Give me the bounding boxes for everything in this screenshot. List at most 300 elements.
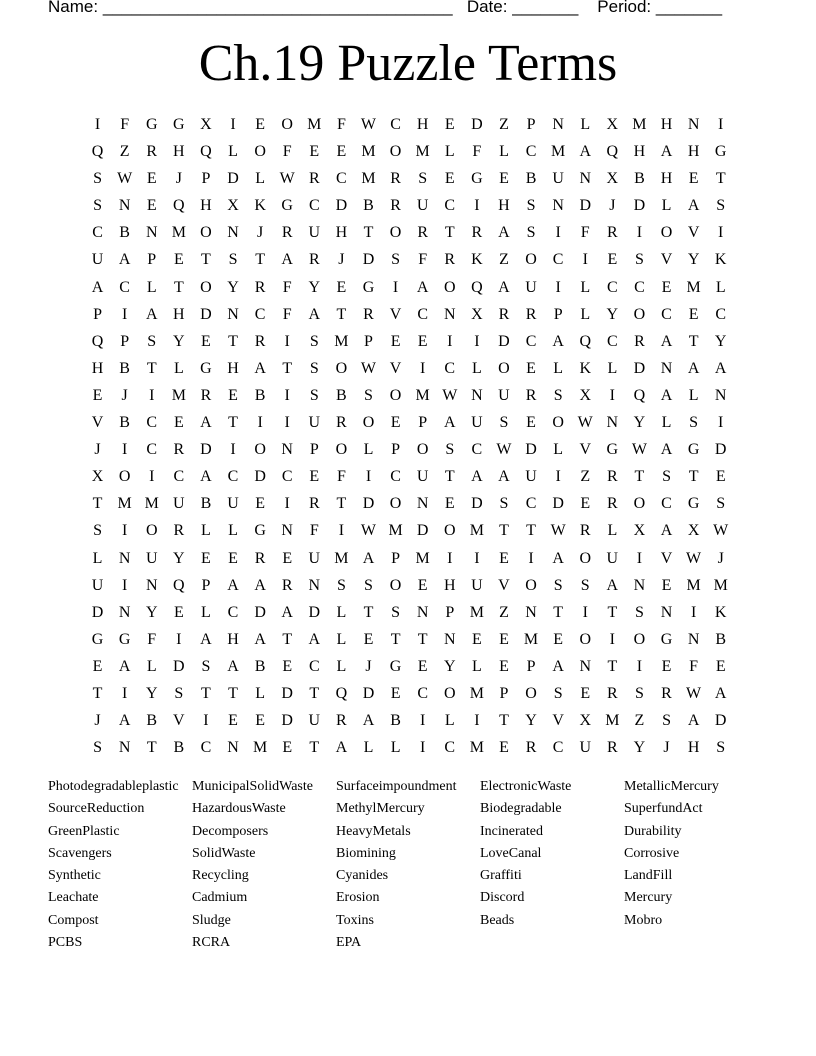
grid-letter[interactable]: Z [580, 468, 591, 486]
grid-letter[interactable]: E [580, 495, 591, 513]
grid-letter[interactable]: D [714, 441, 727, 459]
grid-letter[interactable]: U [308, 549, 321, 567]
grid-letter[interactable]: Y [606, 305, 619, 323]
grid-letter[interactable]: W [631, 441, 647, 459]
grid-letter[interactable]: T [201, 251, 211, 269]
grid-letter[interactable]: Q [335, 684, 348, 702]
grid-letter[interactable]: C [525, 143, 537, 161]
grid-letter[interactable]: P [445, 603, 455, 621]
grid-letter[interactable]: Q [173, 197, 185, 215]
grid-letter[interactable]: R [281, 224, 293, 242]
grid-letter[interactable]: L [228, 522, 238, 540]
grid-letter[interactable]: S [662, 712, 671, 730]
grid-letter[interactable]: D [200, 441, 212, 459]
grid-letter[interactable]: Y [633, 414, 646, 432]
grid-letter[interactable]: E [526, 359, 536, 377]
grid-letter[interactable]: M [415, 549, 430, 567]
grid-letter[interactable]: I [365, 468, 372, 486]
grid-letter[interactable]: F [472, 143, 482, 161]
grid-letter[interactable]: S [391, 251, 401, 269]
grid-letter[interactable]: B [336, 386, 347, 404]
grid-letter[interactable]: A [254, 630, 266, 648]
grid-letter[interactable]: O [579, 549, 592, 567]
grid-letter[interactable]: O [633, 495, 646, 513]
grid-letter[interactable]: S [634, 603, 644, 621]
grid-letter[interactable]: F [282, 143, 292, 161]
grid-letter[interactable]: C [146, 441, 158, 459]
grid-letter[interactable]: C [336, 170, 347, 188]
grid-letter[interactable]: L [363, 739, 374, 757]
grid-letter[interactable]: L [471, 359, 482, 377]
grid-letter[interactable]: K [579, 359, 592, 377]
grid-letter[interactable]: E [499, 739, 509, 757]
grid-letter[interactable]: O [145, 522, 158, 540]
grid-letter[interactable]: A [308, 630, 321, 648]
grid-letter[interactable]: N [227, 739, 239, 757]
grid-letter[interactable]: D [525, 441, 537, 459]
grid-letter[interactable]: T [173, 278, 184, 296]
grid-letter[interactable]: B [254, 386, 266, 404]
grid-letter[interactable]: X [91, 468, 104, 486]
grid-letter[interactable]: U [308, 414, 321, 432]
grid-letter[interactable]: D [308, 603, 321, 621]
grid-letter[interactable]: L [255, 170, 265, 188]
grid-letter[interactable]: E [688, 305, 699, 323]
grid-letter[interactable]: T [363, 603, 374, 621]
grid-letter[interactable]: L [471, 657, 482, 675]
grid-letter[interactable]: U [308, 224, 321, 242]
grid-letter[interactable]: A [281, 603, 293, 621]
grid-letter[interactable]: P [93, 305, 102, 323]
grid-letter[interactable]: M [334, 332, 349, 350]
grid-letter[interactable]: A [687, 712, 700, 730]
grid-letter[interactable]: P [418, 414, 428, 432]
grid-letter[interactable]: G [200, 359, 212, 377]
grid-letter[interactable]: P [120, 332, 130, 350]
grid-letter[interactable]: T [228, 332, 238, 350]
grid-letter[interactable]: V [91, 414, 104, 432]
grid-letter[interactable]: A [118, 657, 131, 675]
grid-letter[interactable]: L [553, 359, 564, 377]
grid-letter[interactable]: O [200, 278, 212, 296]
grid-letter[interactable]: L [580, 305, 591, 323]
grid-letter[interactable]: S [716, 495, 726, 513]
grid-letter[interactable]: O [200, 224, 212, 242]
grid-letter[interactable]: W [550, 522, 566, 540]
grid-letter[interactable]: S [93, 522, 102, 540]
grid-letter[interactable]: C [715, 305, 727, 323]
grid-letter[interactable]: U [145, 549, 158, 567]
grid-letter[interactable]: A [254, 576, 266, 594]
grid-letter[interactable]: J [94, 441, 101, 459]
grid-letter[interactable]: W [360, 359, 377, 377]
grid-letter[interactable]: C [119, 278, 130, 296]
grid-letter[interactable]: I [474, 712, 480, 730]
grid-letter[interactable]: R [471, 224, 483, 242]
grid-letter[interactable]: C [173, 468, 185, 486]
grid-letter[interactable]: M [171, 224, 186, 242]
grid-letter[interactable]: O [281, 116, 293, 133]
grid-letter[interactable]: T [607, 657, 618, 675]
grid-letter[interactable]: C [552, 739, 564, 757]
grid-letter[interactable]: T [282, 359, 293, 377]
grid-letter[interactable]: E [92, 657, 103, 675]
grid-letter[interactable]: D [362, 495, 375, 513]
grid-letter[interactable]: D [579, 197, 592, 215]
grid-letter[interactable]: E [255, 712, 265, 730]
grid-letter[interactable]: E [255, 116, 265, 133]
grid-letter[interactable]: F [282, 305, 292, 323]
grid-letter[interactable]: S [499, 495, 509, 513]
grid-letter[interactable]: O [254, 441, 266, 459]
grid-letter[interactable]: H [200, 197, 212, 215]
grid-letter[interactable]: T [282, 630, 293, 648]
grid-letter[interactable]: E [390, 414, 401, 432]
grid-letter[interactable]: O [335, 441, 348, 459]
grid-letter[interactable]: X [606, 170, 619, 188]
grid-letter[interactable]: F [418, 251, 428, 269]
grid-letter[interactable]: C [444, 739, 456, 757]
grid-letter[interactable]: G [91, 630, 104, 648]
grid-letter[interactable]: E [363, 630, 374, 648]
grid-letter[interactable]: H [173, 305, 185, 323]
grid-letter[interactable]: I [555, 224, 561, 242]
grid-letter[interactable]: O [579, 630, 592, 648]
grid-letter[interactable]: W [496, 441, 512, 459]
grid-letter[interactable]: J [663, 739, 670, 757]
grid-letter[interactable]: S [634, 684, 644, 702]
grid-letter[interactable]: G [687, 441, 700, 459]
grid-letter[interactable]: C [606, 332, 618, 350]
grid-letter[interactable]: C [308, 657, 320, 675]
grid-letter[interactable]: T [715, 170, 726, 188]
grid-letter[interactable]: F [689, 657, 699, 675]
grid-letter[interactable]: J [717, 549, 724, 567]
grid-letter[interactable]: E [661, 657, 672, 675]
grid-letter[interactable]: A [714, 684, 727, 702]
grid-letter[interactable]: C [525, 495, 537, 513]
grid-letter[interactable]: S [716, 739, 726, 757]
grid-letter[interactable]: Q [173, 576, 185, 594]
grid-letter[interactable]: L [336, 657, 347, 675]
grid-letter[interactable]: D [416, 522, 429, 540]
grid-letter[interactable]: I [257, 414, 263, 432]
grid-letter[interactable]: C [92, 224, 103, 242]
grid-letter[interactable]: N [443, 630, 456, 648]
grid-letter[interactable]: E [715, 468, 726, 486]
grid-letter[interactable]: S [201, 657, 211, 675]
grid-letter[interactable]: B [390, 712, 401, 730]
grid-letter[interactable]: E [417, 657, 428, 675]
grid-letter[interactable]: O [389, 495, 402, 513]
grid-letter[interactable]: H [498, 197, 510, 215]
grid-letter[interactable]: S [174, 684, 184, 702]
grid-letter[interactable]: T [688, 468, 699, 486]
grid-letter[interactable]: E [336, 143, 347, 161]
grid-letter[interactable]: Y [145, 603, 158, 621]
grid-letter[interactable]: M [686, 576, 701, 594]
grid-letter[interactable]: D [227, 170, 239, 188]
grid-letter[interactable]: P [391, 549, 401, 567]
grid-letter[interactable]: B [146, 712, 158, 730]
grid-letter[interactable]: R [390, 170, 401, 188]
grid-letter[interactable]: S [526, 224, 536, 242]
grid-letter[interactable]: L [580, 116, 591, 133]
grid-letter[interactable]: H [227, 359, 239, 377]
grid-letter[interactable]: I [284, 414, 290, 432]
grid-letter[interactable]: N [416, 603, 429, 621]
grid-letter[interactable]: M [469, 522, 484, 540]
grid-letter[interactable]: R [417, 224, 428, 242]
grid-letter[interactable]: I [555, 278, 561, 296]
grid-letter[interactable]: N [687, 630, 700, 648]
grid-letter[interactable]: N [660, 359, 673, 377]
grid-letter[interactable]: I [690, 603, 697, 621]
grid-letter[interactable]: D [173, 657, 185, 675]
grid-letter[interactable]: D [254, 468, 266, 486]
grid-letter[interactable]: O [254, 143, 266, 161]
grid-letter[interactable]: C [634, 278, 645, 296]
grid-letter[interactable]: U [498, 386, 510, 404]
grid-letter[interactable]: T [444, 224, 455, 242]
grid-letter[interactable]: E [146, 170, 157, 188]
grid-letter[interactable]: N [118, 603, 131, 621]
grid-letter[interactable]: P [526, 657, 536, 675]
grid-letter[interactable]: R [606, 224, 618, 242]
grid-letter[interactable]: I [718, 116, 724, 133]
grid-letter[interactable]: L [444, 143, 455, 161]
grid-letter[interactable]: B [715, 630, 727, 648]
grid-letter[interactable]: E [309, 143, 320, 161]
grid-letter[interactable]: I [284, 495, 290, 513]
grid-letter[interactable]: Q [606, 143, 619, 161]
grid-letter[interactable]: N [687, 116, 700, 133]
grid-letter[interactable]: I [420, 712, 426, 730]
grid-letter[interactable]: D [362, 251, 375, 269]
grid-letter[interactable]: N [579, 170, 592, 188]
grid-letter[interactable]: L [390, 739, 401, 757]
grid-letter[interactable]: I [420, 359, 426, 377]
grid-letter[interactable]: A [660, 143, 673, 161]
grid-letter[interactable]: E [661, 278, 672, 296]
grid-letter[interactable]: M [632, 116, 647, 133]
grid-letter[interactable]: O [525, 576, 537, 594]
grid-letter[interactable]: N [443, 305, 456, 323]
grid-letter[interactable]: B [119, 224, 130, 242]
grid-letter[interactable]: E [499, 549, 509, 567]
grid-letter[interactable]: E [228, 712, 238, 730]
grid-letter[interactable]: E [173, 603, 184, 621]
grid-letter[interactable]: L [580, 278, 591, 296]
grid-letter[interactable]: R [336, 712, 347, 730]
grid-letter[interactable]: X [633, 522, 646, 540]
grid-letter[interactable]: T [607, 603, 618, 621]
grid-letter[interactable]: A [118, 712, 131, 730]
grid-letter[interactable]: D [471, 116, 483, 133]
grid-letter[interactable]: O [552, 414, 564, 432]
grid-letter[interactable]: C [606, 278, 618, 296]
grid-letter[interactable]: J [365, 657, 372, 675]
grid-letter[interactable]: H [660, 170, 673, 188]
grid-letter[interactable]: V [389, 359, 402, 377]
grid-letter[interactable]: T [336, 495, 347, 513]
grid-letter[interactable]: S [418, 170, 428, 188]
grid-letter[interactable]: I [338, 522, 345, 540]
grid-letter[interactable]: N [416, 495, 429, 513]
grid-letter[interactable]: L [201, 603, 211, 621]
grid-letter[interactable]: R [308, 170, 320, 188]
grid-letter[interactable]: Q [579, 332, 592, 350]
grid-letter[interactable]: G [471, 170, 483, 188]
grid-letter[interactable]: I [94, 116, 101, 133]
grid-letter[interactable]: A [254, 359, 266, 377]
grid-letter[interactable]: I [528, 549, 534, 567]
grid-letter[interactable]: G [389, 657, 402, 675]
grid-letter[interactable]: K [714, 603, 727, 621]
grid-letter[interactable]: Y [714, 332, 727, 350]
grid-letter[interactable]: A [308, 305, 321, 323]
grid-letter[interactable]: E [173, 414, 184, 432]
grid-letter[interactable]: Y [145, 684, 158, 702]
grid-letter[interactable]: T [309, 739, 320, 757]
grid-letter[interactable]: B [363, 197, 374, 215]
grid-letter[interactable]: S [662, 468, 671, 486]
grid-letter[interactable]: O [633, 630, 646, 648]
grid-letter[interactable]: J [609, 197, 616, 215]
grid-letter[interactable]: P [553, 305, 563, 323]
grid-letter[interactable]: I [121, 576, 128, 594]
grid-letter[interactable]: H [687, 739, 700, 757]
grid-letter[interactable]: N [471, 386, 483, 404]
grid-letter[interactable]: K [471, 251, 483, 269]
grid-letter[interactable]: T [526, 522, 536, 540]
grid-letter[interactable]: L [228, 143, 238, 161]
grid-letter[interactable]: E [282, 657, 293, 675]
grid-letter[interactable]: C [227, 468, 239, 486]
grid-letter[interactable]: G [606, 441, 619, 459]
grid-letter[interactable]: R [390, 197, 401, 215]
grid-letter[interactable]: O [525, 251, 537, 269]
grid-letter[interactable]: R [661, 684, 672, 702]
grid-letter[interactable]: O [416, 441, 429, 459]
grid-letter[interactable]: C [444, 197, 456, 215]
grid-letter[interactable]: N [145, 224, 158, 242]
grid-letter[interactable]: H [227, 630, 239, 648]
grid-letter[interactable]: R [498, 305, 510, 323]
grid-letter[interactable]: E [661, 576, 672, 594]
grid-letter[interactable]: T [634, 468, 645, 486]
grid-letter[interactable]: R [606, 468, 618, 486]
grid-letter[interactable]: I [609, 386, 615, 404]
grid-letter[interactable]: T [201, 684, 211, 702]
grid-letter[interactable]: I [447, 332, 453, 350]
grid-letter[interactable]: T [255, 251, 265, 269]
grid-letter[interactable]: L [607, 522, 618, 540]
grid-letter[interactable]: U [471, 414, 483, 432]
grid-letter[interactable]: M [686, 278, 701, 296]
grid-letter[interactable]: T [688, 332, 699, 350]
grid-letter[interactable]: E [499, 630, 509, 648]
grid-letter[interactable]: Q [471, 278, 483, 296]
grid-letter[interactable]: A [552, 549, 564, 567]
grid-letter[interactable]: N [579, 657, 592, 675]
grid-letter[interactable]: D [633, 359, 646, 377]
grid-letter[interactable]: C [254, 305, 266, 323]
grid-letter[interactable]: B [173, 739, 185, 757]
grid-letter[interactable]: V [498, 576, 510, 594]
grid-letter[interactable]: J [338, 251, 345, 269]
grid-letter[interactable]: R [308, 495, 320, 513]
grid-letter[interactable]: S [634, 251, 644, 269]
grid-letter[interactable]: W [442, 386, 458, 404]
grid-letter[interactable]: A [606, 576, 619, 594]
grid-letter[interactable]: C [281, 468, 293, 486]
grid-letter[interactable]: T [309, 684, 320, 702]
grid-letter[interactable]: A [200, 468, 212, 486]
grid-letter[interactable]: R [606, 495, 618, 513]
grid-letter[interactable]: A [579, 143, 592, 161]
grid-letter[interactable]: B [525, 170, 537, 188]
word-search-grid[interactable] [84, 114, 734, 764]
grid-letter[interactable]: P [201, 170, 211, 188]
grid-letter[interactable]: A [687, 359, 700, 377]
grid-letter[interactable]: W [577, 414, 593, 432]
grid-letter[interactable]: T [228, 414, 238, 432]
grid-letter[interactable]: L [146, 278, 157, 296]
grid-letter[interactable]: M [551, 143, 566, 161]
grid-letter[interactable]: D [633, 197, 646, 215]
grid-letter[interactable]: I [121, 441, 128, 459]
grid-letter[interactable]: A [335, 739, 348, 757]
grid-letter[interactable]: N [118, 739, 131, 757]
grid-letter[interactable]: I [555, 468, 561, 486]
grid-letter[interactable]: R [444, 251, 456, 269]
grid-letter[interactable]: V [579, 441, 592, 459]
grid-letter[interactable]: I [121, 522, 128, 540]
grid-letter[interactable]: Q [91, 143, 104, 161]
grid-letter[interactable]: J [256, 224, 264, 242]
grid-letter[interactable]: A [660, 332, 673, 350]
grid-letter[interactable]: J [175, 170, 182, 188]
grid-letter[interactable]: S [526, 197, 536, 215]
grid-letter[interactable]: I [203, 712, 209, 730]
grid-letter[interactable]: V [389, 305, 402, 323]
grid-letter[interactable]: Y [633, 739, 646, 757]
grid-letter[interactable]: C [444, 359, 456, 377]
grid-letter[interactable]: H [660, 116, 673, 133]
grid-letter[interactable]: N [525, 603, 537, 621]
grid-letter[interactable]: M [334, 549, 349, 567]
grid-letter[interactable]: S [93, 739, 102, 757]
grid-letter[interactable]: N [281, 441, 293, 459]
grid-letter[interactable]: X [606, 116, 619, 133]
grid-letter[interactable]: E [417, 576, 428, 594]
grid-letter[interactable]: W [360, 522, 377, 540]
grid-letter[interactable]: W [713, 522, 729, 540]
name-blank[interactable]: _____________________________________ [102, 0, 453, 16]
grid-letter[interactable]: R [336, 414, 347, 432]
grid-letter[interactable]: X [471, 305, 483, 323]
grid-letter[interactable]: W [117, 170, 133, 188]
grid-letter[interactable]: S [309, 332, 319, 350]
grid-letter[interactable]: C [471, 441, 483, 459]
grid-letter[interactable]: M [469, 739, 484, 757]
grid-letter[interactable]: R [308, 251, 320, 269]
grid-letter[interactable]: T [390, 630, 401, 648]
grid-letter[interactable]: A [660, 441, 673, 459]
grid-letter[interactable]: E [201, 549, 211, 567]
grid-letter[interactable]: M [469, 684, 484, 702]
